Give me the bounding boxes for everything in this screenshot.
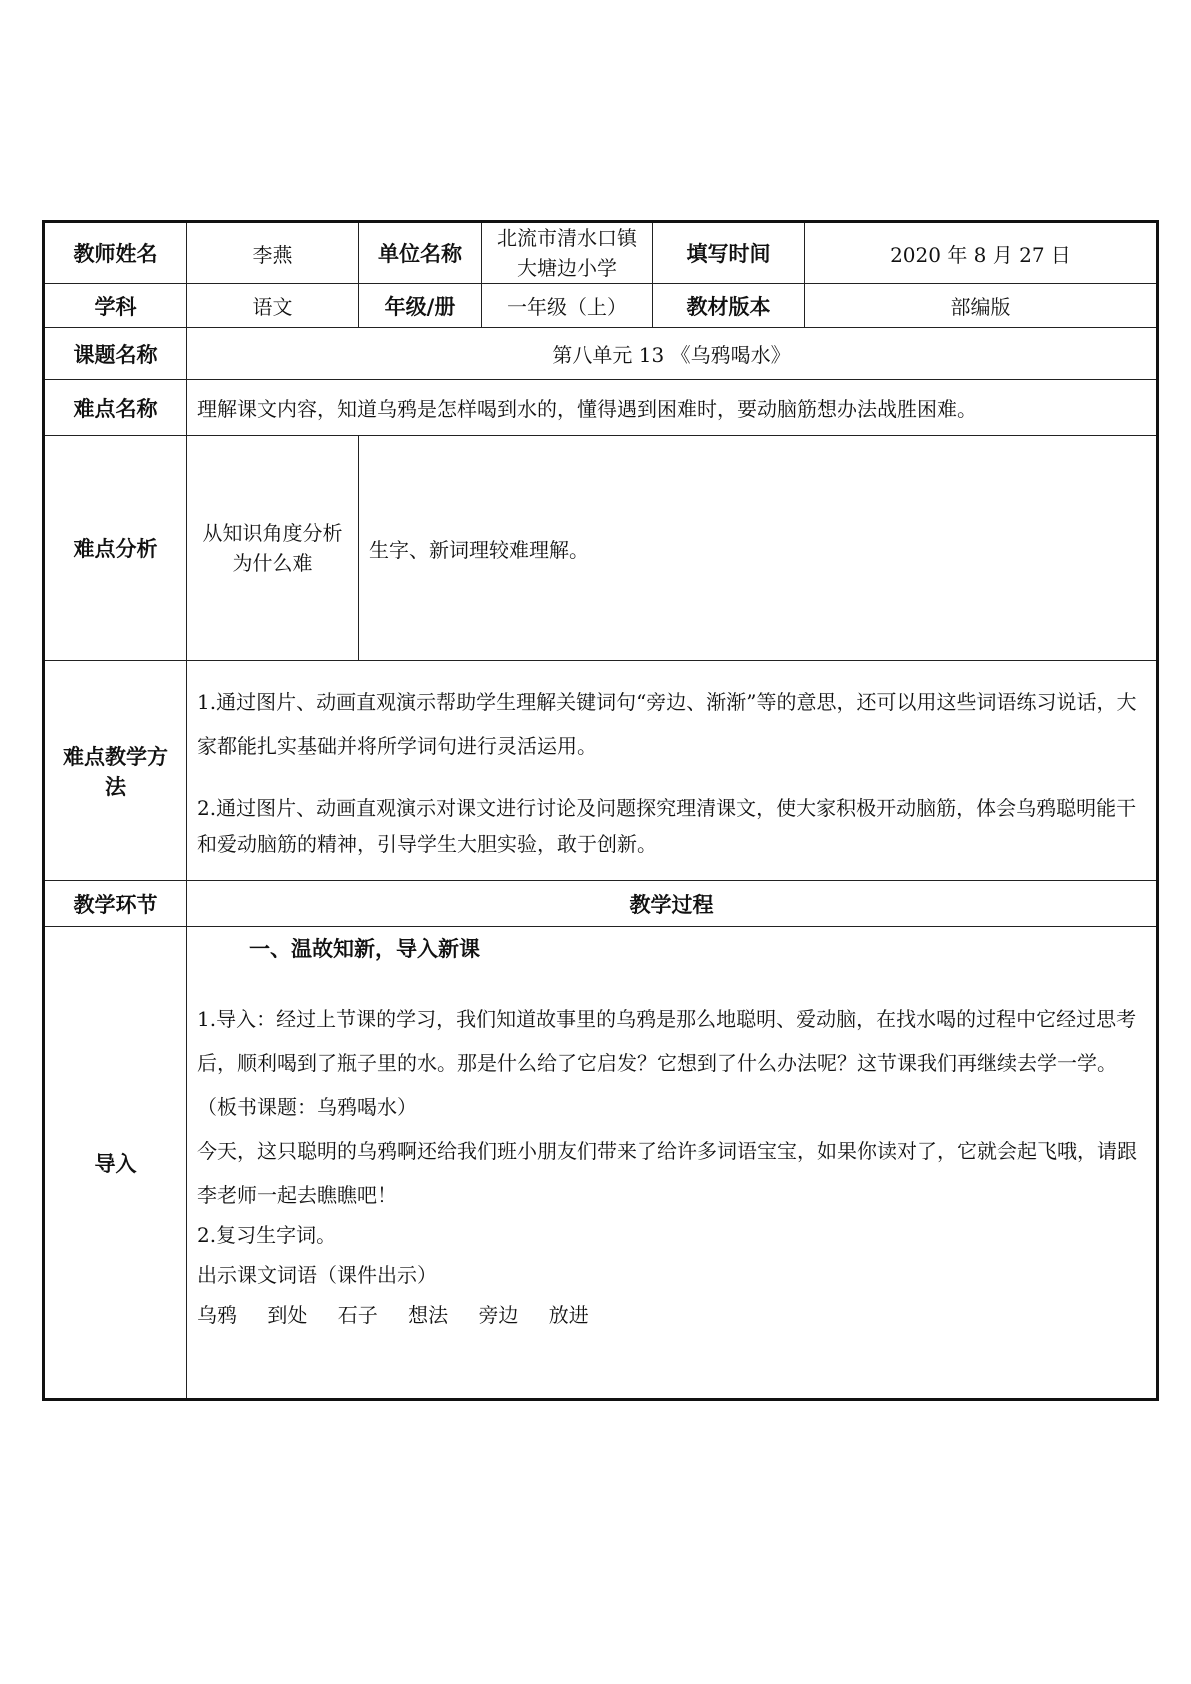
header-row-1 [44,222,1158,284]
grade-label: 年级/册 [359,284,482,328]
header-row-2 [44,284,1158,328]
word-item: 石子 [337,1303,378,1327]
method-paragraph-1: 1.通过图片、动画直观演示帮助学生理解关键词句“旁边、渐渐”等的意思，还可以用这些词语练习说话，大家都能扎实基础并将所学词句进行灵活运用。 [197,689,1137,758]
method-paragraph-2: 2.通过图片、动画直观演示对课文进行讨论及问题探究理清课文，使大家积极开动脑筋，体会乌鸦聪明能干和爱动脑筋的精神，引导学生大胆实验，敢于创新。 [197,795,1137,856]
intro-section-title: 一、温故知新，导入新课 [249,937,480,961]
unit-label: 单位名称 [359,222,482,284]
teacher-label: 教师姓名 [44,222,187,284]
intro-stage-label: 导入 [44,927,187,1400]
analysis-sub-label-line1: 从知识角度分析 [202,521,343,545]
word-item: 乌鸦 [197,1303,237,1327]
difficulty-row [44,380,1158,436]
topic-value: 第八单元 13 《乌鸦喝水》 [187,328,1158,380]
word-item: 旁边 [478,1303,519,1327]
method-label: 难点教学方法 [44,661,187,881]
intro-paragraph-2: 今天，这只聪明的乌鸦啊还给我们班小朋友们带来了给许多词语宝宝，如果你读对了，它就会起飞哦，请跟李老师一起去瞧瞧吧！ [197,1139,1137,1207]
word-item: 到处 [267,1303,308,1327]
process-header: 教学过程 [187,881,1158,927]
intro-content [187,927,1158,1400]
word-item: 想法 [408,1303,449,1327]
unit-value [482,222,653,284]
analysis-sub-label-line2: 为什么难 [232,551,313,575]
grade-value: 一年级（上） [482,284,653,328]
unit-value-line2: 大塘边小学 [517,256,617,280]
intro-paragraph-3: 2.复习生字词。 [197,1223,337,1247]
process-header-row [44,881,1158,927]
analysis-value: 生字、新词理较难理解。 [359,436,1158,661]
analysis-sub-label [187,436,359,661]
edition-value: 部编版 [805,284,1158,328]
word-item: 放进 [548,1303,589,1327]
analysis-label: 难点分析 [44,436,187,661]
method-content [187,661,1158,881]
intro-word-list [197,1297,1146,1333]
method-row [44,661,1158,881]
intro-row [44,927,1158,1400]
analysis-row [44,436,1158,661]
date-value: 2020 年 8 月 27 日 [805,222,1158,284]
lesson-plan-table [42,220,1159,1401]
intro-paragraph-4: 出示课文词语（课件出示） [197,1263,437,1287]
subject-label: 学科 [44,284,187,328]
date-label: 填写时间 [653,222,805,284]
subject-value: 语文 [187,284,359,328]
edition-label: 教材版本 [653,284,805,328]
topic-label: 课题名称 [44,328,187,380]
unit-value-line1: 北流市清水口镇 [497,226,637,250]
difficulty-value: 理解课文内容，知道乌鸦是怎样喝到水的，懂得遇到困难时，要动脑筋想办法战胜困难。 [187,380,1158,436]
difficulty-label: 难点名称 [44,380,187,436]
stage-header: 教学环节 [44,881,187,927]
intro-paragraph-1: 1.导入：经过上节课的学习，我们知道故事里的乌鸦是那么地聪明、爱动脑，在找水喝的过程中它经过思考后，顺利喝到了瓶子里的水。那是什么给了它启发？它想到了什么办法呢？这节课我们再继续去学一学。（板书课题：乌鸦喝水） [197,1007,1137,1119]
topic-row [44,328,1158,380]
teacher-value: 李燕 [187,222,359,284]
